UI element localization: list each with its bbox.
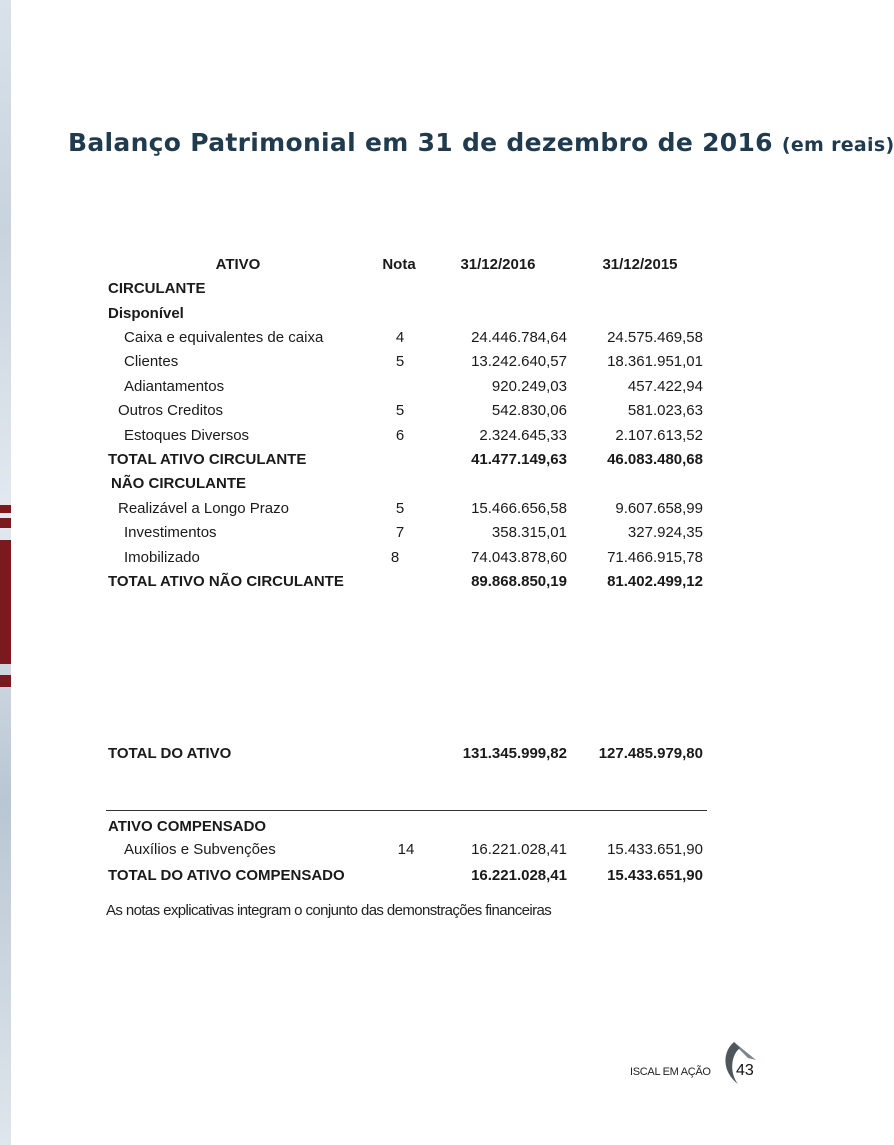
total-row (0, 451, 816, 475)
row-nota: 5 (395, 353, 405, 370)
row-label: Auxílios e Subvenções (124, 841, 276, 858)
row-label: Adiantamentos (124, 378, 225, 395)
row-label: Clientes (124, 353, 179, 370)
row-nota: 7 (395, 524, 405, 541)
table-row (0, 378, 816, 402)
title-main: Balanço Patrimonial em 31 de dezembro de 2016 (68, 128, 773, 157)
table-row (0, 524, 816, 548)
table-header (0, 256, 816, 280)
row-nota: 5 (395, 402, 405, 419)
header-date-2015: 31/12/2015 (602, 256, 678, 273)
total-label: TOTAL ATIVO NÃO CIRCULANTE (108, 573, 344, 590)
table-row (0, 500, 816, 524)
total-value-2015: 15.433.651,90 (607, 867, 703, 884)
total-value-2016: 41.477.149,63 (471, 451, 567, 468)
table-row (0, 402, 816, 426)
page-number: 43 (736, 1062, 754, 1079)
row-value-2016: 24.446.784,64 (471, 329, 567, 346)
total-value-2015: 127.485.979,80 (598, 745, 703, 762)
group-label: Disponível (108, 305, 184, 322)
total-value-2015: 46.083.480,68 (607, 451, 703, 468)
grand-total-row (0, 745, 816, 769)
section-label: NÃO CIRCULANTE (111, 475, 246, 492)
row-value-2016: 15.466.656,58 (471, 500, 567, 517)
table-row (0, 549, 816, 573)
section-circulante (0, 280, 816, 304)
row-nota: 8 (390, 549, 400, 566)
footer-brand: ISCAL EM AÇÃO (630, 1066, 711, 1078)
row-value-2016: 16.221.028,41 (471, 841, 567, 858)
row-value-2016: 920.249,03 (491, 378, 567, 395)
row-label: Realizável a Longo Prazo (118, 500, 289, 517)
divider (106, 810, 707, 811)
section-ativo-compensado (0, 818, 816, 842)
table-row (0, 353, 816, 377)
row-nota: 4 (395, 329, 405, 346)
group-disponivel (0, 305, 816, 329)
row-value-2015: 581.023,63 (627, 402, 703, 419)
title-unit: (em reais) (781, 134, 894, 156)
total-row (0, 867, 816, 891)
table-row (0, 841, 816, 865)
red-band-stripe (0, 675, 11, 687)
row-label: Caixa e equivalentes de caixa (124, 329, 324, 346)
total-value-2016: 16.221.028,41 (471, 867, 567, 884)
header-date-2016: 31/12/2016 (460, 256, 536, 273)
header-nota: Nota (382, 256, 416, 273)
total-label: TOTAL ATIVO CIRCULANTE (108, 451, 307, 468)
row-value-2015: 2.107.613,52 (615, 427, 703, 444)
section-label: CIRCULANTE (108, 280, 206, 297)
row-value-2015: 18.361.951,01 (607, 353, 703, 370)
row-nota: 6 (395, 427, 405, 444)
table-row (0, 329, 816, 353)
row-value-2016: 358.315,01 (491, 524, 567, 541)
total-row (0, 573, 816, 597)
row-value-2015: 457.422,94 (627, 378, 703, 395)
page-title (68, 128, 894, 157)
row-value-2015: 15.433.651,90 (607, 841, 703, 858)
row-label: Investimentos (124, 524, 217, 541)
row-label: Outros Creditos (118, 402, 224, 419)
section-label: ATIVO COMPENSADO (108, 818, 267, 835)
row-value-2015: 24.575.469,58 (607, 329, 703, 346)
total-value-2016: 89.868.850,19 (471, 573, 567, 590)
total-value-2015: 81.402.499,12 (607, 573, 703, 590)
footnote: As notas explicativas integram o conjunto das demonstrações financeiras (106, 902, 552, 919)
row-value-2016: 13.242.640,57 (471, 353, 567, 370)
row-value-2016: 2.324.645,33 (479, 427, 567, 444)
row-nota: 5 (395, 500, 405, 517)
row-value-2016: 542.830,06 (491, 402, 567, 419)
row-label: Estoques Diversos (124, 427, 250, 444)
total-label: TOTAL DO ATIVO COMPENSADO (108, 867, 345, 884)
header-ativo: ATIVO (215, 256, 261, 273)
row-nota: 14 (397, 841, 415, 858)
row-value-2015: 71.466.915,78 (607, 549, 703, 566)
row-value-2016: 74.043.878,60 (471, 549, 567, 566)
row-value-2015: 327.924,35 (627, 524, 703, 541)
row-label: Imobilizado (124, 549, 200, 566)
total-value-2016: 131.345.999,82 (462, 745, 567, 762)
table-row (0, 427, 816, 451)
row-value-2015: 9.607.658,99 (615, 500, 703, 517)
total-label: TOTAL DO ATIVO (108, 745, 232, 762)
section-nao-circulante (0, 475, 816, 499)
